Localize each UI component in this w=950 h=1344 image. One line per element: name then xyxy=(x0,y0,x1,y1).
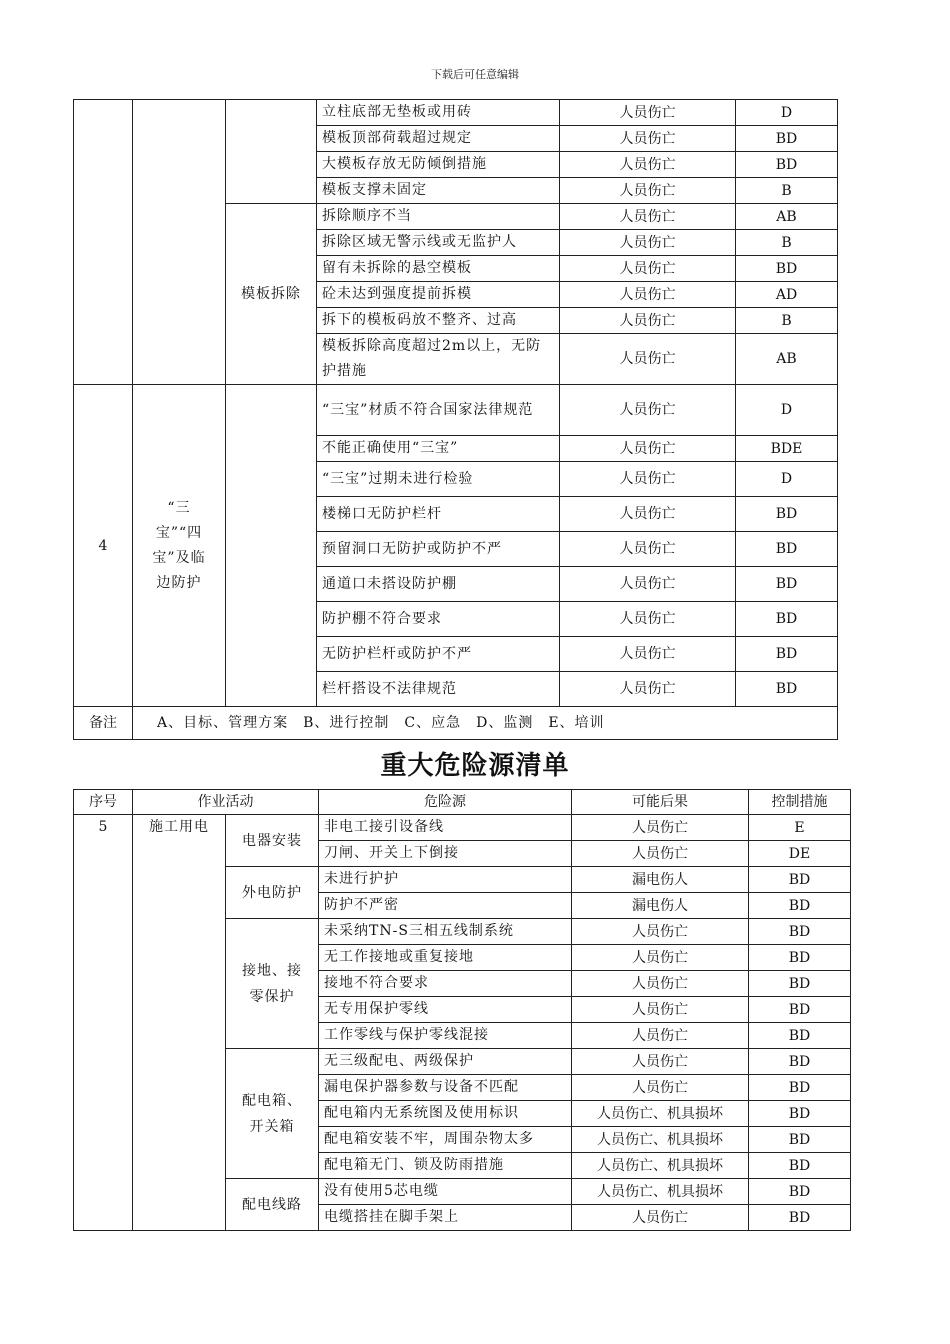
hazard-cell: 配电箱安装不牢，周围杂物太多 xyxy=(319,1127,572,1153)
measure-cell: BD xyxy=(749,945,851,971)
header-hazard: 危险源 xyxy=(319,790,572,815)
hazard-cell: 配电箱内无系统图及使用标识 xyxy=(319,1101,572,1127)
subactivity-cell: 接地、接零保护 xyxy=(226,919,319,1049)
hazard-cell: 防护棚不符合要求 xyxy=(317,602,560,637)
measure-cell: B xyxy=(736,230,838,256)
measure-cell: BD xyxy=(749,1075,851,1101)
consequence-cell: 人员伤亡 xyxy=(560,126,736,152)
measure-cell: BD xyxy=(749,971,851,997)
activity-cell: “三宝”“四宝”及临边防护 xyxy=(133,385,226,707)
consequence-cell: 人员伤亡 xyxy=(560,532,736,567)
measure-cell: BD xyxy=(749,997,851,1023)
consequence-cell: 人员伤亡 xyxy=(560,256,736,282)
table-row xyxy=(74,100,838,126)
hazard-cell: 模板支撑未固定 xyxy=(317,178,560,204)
activity-cell-empty xyxy=(133,100,226,385)
consequence-cell: 人员伤亡 xyxy=(560,152,736,178)
measure-cell: BD xyxy=(749,1153,851,1179)
header-measure: 控制措施 xyxy=(749,790,851,815)
hazard-cell: 模板拆除高度超过2m以上，无防护措施 xyxy=(317,334,560,385)
consequence-cell: 人员伤亡 xyxy=(572,971,749,997)
hazard-cell: 大模板存放无防倾倒措施 xyxy=(317,152,560,178)
measure-cell: BD xyxy=(736,126,838,152)
measure-cell: BD xyxy=(736,152,838,178)
consequence-cell: 人员伤亡、机具损坏 xyxy=(572,1127,749,1153)
hazard-cell: 拆除区域无警示线或无监护人 xyxy=(317,230,560,256)
measure-cell: BD xyxy=(749,867,851,893)
measure-cell: BD xyxy=(749,919,851,945)
consequence-cell: 人员伤亡 xyxy=(560,462,736,497)
table-row xyxy=(74,385,838,436)
consequence-cell: 人员伤亡、机具损坏 xyxy=(572,1153,749,1179)
hazard-cell: 无工作接地或重复接地 xyxy=(319,945,572,971)
seq-cell-empty xyxy=(74,100,133,385)
consequence-cell: 人员伤亡 xyxy=(560,204,736,230)
consequence-cell: 漏电伤人 xyxy=(572,867,749,893)
consequence-cell: 人员伤亡 xyxy=(560,497,736,532)
seq-cell: 5 xyxy=(74,815,133,1231)
consequence-cell: 人员伤亡 xyxy=(560,282,736,308)
hazard-table-continued xyxy=(73,99,838,740)
consequence-cell: 人员伤亡 xyxy=(560,567,736,602)
measure-cell: BD xyxy=(749,1179,851,1205)
consequence-cell: 人员伤亡 xyxy=(572,1075,749,1101)
hazard-cell: “三宝”材质不符合国家法律规范 xyxy=(317,385,560,436)
hazard-cell: 不能正确使用“三宝” xyxy=(317,436,560,462)
consequence-cell: 人员伤亡 xyxy=(560,178,736,204)
measure-cell: BD xyxy=(749,1023,851,1049)
measure-cell: AB xyxy=(736,334,838,385)
subactivity-cell: 外电防护 xyxy=(226,867,319,919)
consequence-cell: 人员伤亡 xyxy=(560,308,736,334)
hazard-cell: 无专用保护零线 xyxy=(319,997,572,1023)
measure-cell: BD xyxy=(736,567,838,602)
measure-cell: AD xyxy=(736,282,838,308)
hazard-cell: 漏电保护器参数与设备不匹配 xyxy=(319,1075,572,1101)
consequence-cell: 人员伤亡 xyxy=(572,815,749,841)
remark-text: A、目标、管理方案 B、进行控制 C、应急 D、监测 E、培训 xyxy=(133,707,838,740)
subactivity-formwork-removal: 模板拆除 xyxy=(226,204,317,385)
hazard-cell: 砼未达到强度提前拆模 xyxy=(317,282,560,308)
measure-cell: BD xyxy=(749,1127,851,1153)
hazard-cell: 留有未拆除的悬空模板 xyxy=(317,256,560,282)
consequence-cell: 人员伤亡 xyxy=(560,100,736,126)
measure-cell: BD xyxy=(736,602,838,637)
consequence-cell: 漏电伤人 xyxy=(572,893,749,919)
consequence-cell: 人员伤亡 xyxy=(572,841,749,867)
consequence-cell: 人员伤亡 xyxy=(560,436,736,462)
consequence-cell: 人员伤亡 xyxy=(572,997,749,1023)
consequence-cell: 人员伤亡 xyxy=(572,919,749,945)
measure-cell: DE xyxy=(749,841,851,867)
hazard-cell: 楼梯口无防护栏杆 xyxy=(317,497,560,532)
hazard-cell: 无防护栏杆或防护不严 xyxy=(317,637,560,672)
measure-cell: BD xyxy=(749,1101,851,1127)
hazard-cell: “三宝”过期未进行检验 xyxy=(317,462,560,497)
header-activity: 作业活动 xyxy=(133,790,319,815)
subactivity-cell-empty xyxy=(226,100,317,204)
subactivity-cell-empty xyxy=(226,385,317,707)
measure-cell: BD xyxy=(749,893,851,919)
measure-cell: BDE xyxy=(736,436,838,462)
hazard-cell: 预留洞口无防护或防护不严 xyxy=(317,532,560,567)
hazard-cell: 无三级配电、两级保护 xyxy=(319,1049,572,1075)
measure-cell: D xyxy=(736,100,838,126)
consequence-cell: 人员伤亡 xyxy=(572,945,749,971)
remark-row xyxy=(74,707,838,740)
measure-cell: D xyxy=(736,462,838,497)
consequence-cell: 人员伤亡、机具损坏 xyxy=(572,1101,749,1127)
subactivity-cell: 电器安装 xyxy=(226,815,319,867)
measure-cell: BD xyxy=(736,256,838,282)
consequence-cell: 人员伤亡 xyxy=(560,672,736,707)
consequence-cell: 人员伤亡 xyxy=(560,385,736,436)
header-no: 序号 xyxy=(74,790,133,815)
remark-label: 备注 xyxy=(74,707,133,740)
measure-cell: BD xyxy=(736,672,838,707)
hazard-cell: 拆除顺序不当 xyxy=(317,204,560,230)
hazard-cell: 立柱底部无垫板或用砖 xyxy=(317,100,560,126)
hazard-cell: 没有使用5芯电缆 xyxy=(319,1179,572,1205)
hazard-cell: 未进行护护 xyxy=(319,867,572,893)
hazard-cell: 通道口未搭设防护棚 xyxy=(317,567,560,602)
consequence-cell: 人员伤亡 xyxy=(560,602,736,637)
hazard-cell: 防护不严密 xyxy=(319,893,572,919)
consequence-cell: 人员伤亡 xyxy=(572,1049,749,1075)
measure-cell: BD xyxy=(749,1205,851,1231)
seq-cell: 4 xyxy=(74,385,133,707)
measure-cell: E xyxy=(749,815,851,841)
hazard-cell: 未采纳TN-S三相五线制系统 xyxy=(319,919,572,945)
subactivity-cell: 配电箱、开关箱 xyxy=(226,1049,319,1179)
hazard-cell: 栏杆搭设不法律规范 xyxy=(317,672,560,707)
consequence-cell: 人员伤亡 xyxy=(560,637,736,672)
measure-cell: D xyxy=(736,385,838,436)
consequence-cell: 人员伤亡 xyxy=(572,1205,749,1231)
measure-cell: B xyxy=(736,178,838,204)
header-consequence: 可能后果 xyxy=(572,790,749,815)
hazard-cell: 拆下的模板码放不整齐、过高 xyxy=(317,308,560,334)
hazard-cell: 非电工接引设备线 xyxy=(319,815,572,841)
hazard-cell: 接地不符合要求 xyxy=(319,971,572,997)
major-hazard-list-heading: 重大危险源清单 xyxy=(380,751,570,781)
measure-cell: BD xyxy=(736,497,838,532)
measure-cell: B xyxy=(736,308,838,334)
hazard-cell: 刀闸、开关上下倒接 xyxy=(319,841,572,867)
header-note: 下载后可任意编辑 xyxy=(431,68,519,81)
hazard-cell: 工作零线与保护零线混接 xyxy=(319,1023,572,1049)
measure-cell: BD xyxy=(736,637,838,672)
major-hazard-table xyxy=(73,789,851,1231)
hazard-cell: 模板顶部荷载超过规定 xyxy=(317,126,560,152)
subactivity-cell: 配电线路 xyxy=(226,1179,319,1231)
activity-cell: 施工用电 xyxy=(133,815,226,1231)
table-row xyxy=(74,815,851,841)
consequence-cell: 人员伤亡 xyxy=(572,1023,749,1049)
consequence-cell: 人员伤亡 xyxy=(560,230,736,256)
measure-cell: BD xyxy=(749,1049,851,1075)
measure-cell: AB xyxy=(736,204,838,230)
hazard-cell: 电缆搭挂在脚手架上 xyxy=(319,1205,572,1231)
consequence-cell: 人员伤亡、机具损坏 xyxy=(572,1179,749,1205)
hazard-cell: 配电箱无门、锁及防雨措施 xyxy=(319,1153,572,1179)
table-header-row xyxy=(74,790,851,815)
consequence-cell: 人员伤亡 xyxy=(560,334,736,385)
measure-cell: BD xyxy=(736,532,838,567)
